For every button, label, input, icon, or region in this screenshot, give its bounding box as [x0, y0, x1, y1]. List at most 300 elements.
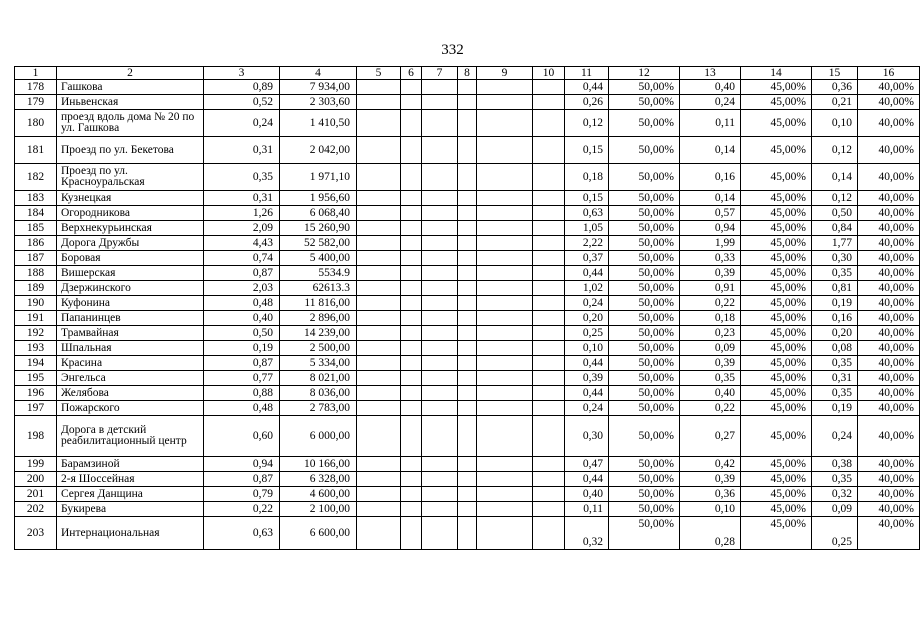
col9-empty [477, 341, 533, 356]
col3-value: 4,43 [204, 236, 280, 251]
col12-percent: 50,00% [609, 311, 680, 326]
row-number: 193 [15, 341, 57, 356]
col14-percent: 45,00% [741, 341, 812, 356]
col3-value: 0,87 [204, 266, 280, 281]
col5-empty [357, 371, 401, 386]
col8-empty [458, 457, 477, 472]
col5-empty [357, 164, 401, 191]
street-name: Интернациональная [57, 517, 204, 550]
col10-empty [533, 386, 565, 401]
header-cell-col5: 5 [357, 67, 401, 80]
col10-empty [533, 416, 565, 457]
street-name: Пожарского [57, 401, 204, 416]
col9-empty [477, 266, 533, 281]
col14-percent: 45,00% [741, 236, 812, 251]
row-number: 191 [15, 311, 57, 326]
col3-value: 0,50 [204, 326, 280, 341]
street-name: Дзержинского [57, 281, 204, 296]
col4-value: 6 000,00 [280, 416, 357, 457]
col5-empty [357, 80, 401, 95]
col16-percent: 40,00% [858, 487, 920, 502]
row-number: 197 [15, 401, 57, 416]
col10-empty [533, 341, 565, 356]
col9-empty [477, 281, 533, 296]
col9-empty [477, 517, 533, 550]
col3-value: 0,52 [204, 95, 280, 110]
col15-value: 0,08 [812, 341, 858, 356]
header-cell-col7: 7 [422, 67, 458, 80]
col12-percent: 50,00% [609, 416, 680, 457]
header-cell-col13: 13 [680, 67, 741, 80]
header-cell-col9: 9 [477, 67, 533, 80]
col8-empty [458, 472, 477, 487]
col3-value: 0,22 [204, 502, 280, 517]
table-row [15, 206, 920, 221]
col4-value: 4 600,00 [280, 487, 357, 502]
col6-empty [401, 236, 422, 251]
col6-empty [401, 110, 422, 137]
col13-value: 0,57 [680, 206, 741, 221]
col13-value: 0,16 [680, 164, 741, 191]
col8-empty [458, 221, 477, 236]
col13-value: 0,09 [680, 341, 741, 356]
col8-empty [458, 164, 477, 191]
street-name: Гашкова [57, 80, 204, 95]
col7-empty [422, 251, 458, 266]
col14-percent: 45,00% [741, 80, 812, 95]
col15-value: 0,35 [812, 386, 858, 401]
col15-value: 0,19 [812, 401, 858, 416]
col6-empty [401, 191, 422, 206]
table-row [15, 472, 920, 487]
col9-empty [477, 221, 533, 236]
col8-empty [458, 206, 477, 221]
col11-value: 0,44 [565, 80, 609, 95]
col10-empty [533, 191, 565, 206]
col4-value: 14 239,00 [280, 326, 357, 341]
table-row [15, 110, 920, 137]
row-number: 186 [15, 236, 57, 251]
col15-value: 0,10 [812, 110, 858, 137]
col10-empty [533, 80, 565, 95]
row-number: 183 [15, 191, 57, 206]
col10-empty [533, 371, 565, 386]
street-name: 2-я Шоссейная [57, 472, 204, 487]
col13-value: 0,14 [680, 137, 741, 164]
col16-percent: 40,00% [858, 137, 920, 164]
col10-empty [533, 472, 565, 487]
col16-percent: 40,00% [858, 251, 920, 266]
col3-value: 2,09 [204, 221, 280, 236]
col4-value: 1 971,10 [280, 164, 357, 191]
col8-empty [458, 95, 477, 110]
col13-value: 0,42 [680, 457, 741, 472]
col8-empty [458, 386, 477, 401]
col6-empty [401, 371, 422, 386]
col15-value: 0,35 [812, 266, 858, 281]
row-number: 184 [15, 206, 57, 221]
col8-empty [458, 502, 477, 517]
col12-percent: 50,00% [609, 191, 680, 206]
col6-empty [401, 356, 422, 371]
col8-empty [458, 266, 477, 281]
col15-value: 0,35 [812, 356, 858, 371]
col13-value: 0,23 [680, 326, 741, 341]
col13-value: 0,39 [680, 266, 741, 281]
col12-percent: 50,00% [609, 386, 680, 401]
col3-value: 0,77 [204, 371, 280, 386]
row-number: 181 [15, 137, 57, 164]
col4-value: 5534.9 [280, 266, 357, 281]
header-cell-col8: 8 [458, 67, 477, 80]
col8-empty [458, 517, 477, 550]
col15-value: 0,31 [812, 371, 858, 386]
col5-empty [357, 296, 401, 311]
col15-value: 0,14 [812, 164, 858, 191]
street-name: Боровая [57, 251, 204, 266]
col12-percent: 50,00% [609, 502, 680, 517]
col14-percent: 45,00% [741, 326, 812, 341]
row-number: 202 [15, 502, 57, 517]
table-row [15, 251, 920, 266]
col4-value: 1 956,60 [280, 191, 357, 206]
col10-empty [533, 401, 565, 416]
table-row [15, 416, 920, 457]
col11-value: 1,02 [565, 281, 609, 296]
col9-empty [477, 191, 533, 206]
col14-percent: 45,00% [741, 266, 812, 281]
row-number: 194 [15, 356, 57, 371]
col4-value: 8 036,00 [280, 386, 357, 401]
col13-value: 0,33 [680, 251, 741, 266]
col10-empty [533, 236, 565, 251]
col12-percent: 50,00% [609, 401, 680, 416]
col13-value: 0,36 [680, 487, 741, 502]
col6-empty [401, 457, 422, 472]
row-number: 200 [15, 472, 57, 487]
col3-value: 0,40 [204, 311, 280, 326]
col12-percent: 50,00% [609, 266, 680, 281]
col5-empty [357, 266, 401, 281]
table-row [15, 356, 920, 371]
col12-percent: 50,00% [609, 296, 680, 311]
col14-percent: 45,00% [741, 487, 812, 502]
col12-percent: 50,00% [609, 137, 680, 164]
table-row [15, 95, 920, 110]
col12-percent: 50,00% [609, 206, 680, 221]
col14-percent: 45,00% [741, 502, 812, 517]
header-cell-col15: 15 [812, 67, 858, 80]
table-row [15, 371, 920, 386]
col5-empty [357, 236, 401, 251]
col12-percent: 50,00% [609, 80, 680, 95]
col6-empty [401, 502, 422, 517]
col6-empty [401, 266, 422, 281]
col10-empty [533, 266, 565, 281]
col4-value: 5 400,00 [280, 251, 357, 266]
header-cell-col3: 3 [204, 67, 280, 80]
col11-value: 0,37 [565, 251, 609, 266]
col3-value: 0,31 [204, 137, 280, 164]
col12-percent: 50,00% [609, 251, 680, 266]
col4-value: 2 303,60 [280, 95, 357, 110]
street-name: Папанинцев [57, 311, 204, 326]
col9-empty [477, 401, 533, 416]
street-name: Шпальная [57, 341, 204, 356]
page-number: 332 [441, 42, 464, 58]
col13-value: 0,28 [680, 517, 741, 550]
col3-value: 0,60 [204, 416, 280, 457]
col4-value: 11 816,00 [280, 296, 357, 311]
row-number: 190 [15, 296, 57, 311]
col3-value: 0,87 [204, 356, 280, 371]
col10-empty [533, 251, 565, 266]
col5-empty [357, 326, 401, 341]
col5-empty [357, 341, 401, 356]
col9-empty [477, 95, 533, 110]
street-name: Куфонина [57, 296, 204, 311]
col15-value: 0,32 [812, 487, 858, 502]
col15-value: 0,12 [812, 191, 858, 206]
col3-value: 0,19 [204, 341, 280, 356]
col15-value: 0,20 [812, 326, 858, 341]
col5-empty [357, 517, 401, 550]
col3-value: 0,48 [204, 296, 280, 311]
row-number: 179 [15, 95, 57, 110]
col16-percent: 40,00% [858, 326, 920, 341]
col3-value: 0,74 [204, 251, 280, 266]
col7-empty [422, 296, 458, 311]
col9-empty [477, 356, 533, 371]
col4-value: 2 896,00 [280, 311, 357, 326]
col8-empty [458, 416, 477, 457]
col7-empty [422, 281, 458, 296]
col16-percent: 40,00% [858, 281, 920, 296]
table-row [15, 386, 920, 401]
col10-empty [533, 137, 565, 164]
col15-value: 0,30 [812, 251, 858, 266]
col16-percent: 40,00% [858, 95, 920, 110]
col16-percent: 40,00% [858, 517, 920, 550]
col14-percent: 45,00% [741, 251, 812, 266]
col5-empty [357, 386, 401, 401]
col13-value: 0,35 [680, 371, 741, 386]
col9-empty [477, 137, 533, 164]
street-name: Энгельса [57, 371, 204, 386]
col13-value: 0,40 [680, 386, 741, 401]
street-name: Проезд по ул. Красноуральская [57, 164, 204, 191]
col11-value: 0,44 [565, 266, 609, 281]
col3-value: 0,63 [204, 517, 280, 550]
col8-empty [458, 191, 477, 206]
street-name: Сергея Данщина [57, 487, 204, 502]
col4-value: 15 260,90 [280, 221, 357, 236]
table-row [15, 311, 920, 326]
street-name: Дорога в детский реабилитационный центр [57, 416, 204, 457]
col15-value: 0,25 [812, 517, 858, 550]
col12-percent: 50,00% [609, 356, 680, 371]
street-name: проезд вдоль дома № 20 по ул. Гашкова [57, 110, 204, 137]
col9-empty [477, 236, 533, 251]
col6-empty [401, 221, 422, 236]
col5-empty [357, 311, 401, 326]
col7-empty [422, 206, 458, 221]
col8-empty [458, 326, 477, 341]
col16-percent: 40,00% [858, 311, 920, 326]
col7-empty [422, 266, 458, 281]
col13-value: 0,91 [680, 281, 741, 296]
street-name: Дорога Дружбы [57, 236, 204, 251]
col4-value: 6 328,00 [280, 472, 357, 487]
col16-percent: 40,00% [858, 386, 920, 401]
col15-value: 0,12 [812, 137, 858, 164]
col7-empty [422, 416, 458, 457]
row-number: 199 [15, 457, 57, 472]
col9-empty [477, 164, 533, 191]
col7-empty [422, 502, 458, 517]
col11-value: 2,22 [565, 236, 609, 251]
col7-empty [422, 95, 458, 110]
col16-percent: 40,00% [858, 457, 920, 472]
col16-percent: 40,00% [858, 164, 920, 191]
col5-empty [357, 416, 401, 457]
col9-empty [477, 386, 533, 401]
col5-empty [357, 110, 401, 137]
col13-value: 0,22 [680, 401, 741, 416]
col9-empty [477, 80, 533, 95]
row-number: 188 [15, 266, 57, 281]
col12-percent: 50,00% [609, 457, 680, 472]
col3-value: 1,26 [204, 206, 280, 221]
col15-value: 0,09 [812, 502, 858, 517]
col14-percent: 45,00% [741, 164, 812, 191]
col15-value: 0,24 [812, 416, 858, 457]
col6-empty [401, 487, 422, 502]
table-row [15, 80, 920, 95]
col9-empty [477, 487, 533, 502]
col9-empty [477, 311, 533, 326]
col16-percent: 40,00% [858, 356, 920, 371]
col16-percent: 40,00% [858, 266, 920, 281]
row-number: 203 [15, 517, 57, 550]
col10-empty [533, 164, 565, 191]
col4-value: 2 500,00 [280, 341, 357, 356]
col12-percent: 50,00% [609, 221, 680, 236]
table-row [15, 137, 920, 164]
col10-empty [533, 221, 565, 236]
col12-percent: 50,00% [609, 472, 680, 487]
col6-empty [401, 401, 422, 416]
street-name: Кузнецкая [57, 191, 204, 206]
header-cell-col16: 16 [858, 67, 920, 80]
col3-value: 2,03 [204, 281, 280, 296]
col15-value: 0,35 [812, 472, 858, 487]
table-row [15, 326, 920, 341]
col7-empty [422, 517, 458, 550]
col5-empty [357, 401, 401, 416]
street-name: Букирева [57, 502, 204, 517]
col16-percent: 40,00% [858, 80, 920, 95]
col13-value: 0,22 [680, 296, 741, 311]
col10-empty [533, 326, 565, 341]
col9-empty [477, 206, 533, 221]
col8-empty [458, 371, 477, 386]
col9-empty [477, 371, 533, 386]
col15-value: 0,50 [812, 206, 858, 221]
col11-value: 0,25 [565, 326, 609, 341]
col7-empty [422, 164, 458, 191]
table-row [15, 457, 920, 472]
col14-percent: 45,00% [741, 416, 812, 457]
col6-empty [401, 416, 422, 457]
col16-percent: 40,00% [858, 502, 920, 517]
row-number: 182 [15, 164, 57, 191]
col9-empty [477, 502, 533, 517]
col12-percent: 50,00% [609, 371, 680, 386]
row-number: 178 [15, 80, 57, 95]
col10-empty [533, 95, 565, 110]
col15-value: 0,19 [812, 296, 858, 311]
col4-value: 10 166,00 [280, 457, 357, 472]
col11-value: 0,24 [565, 296, 609, 311]
col13-value: 0,18 [680, 311, 741, 326]
street-name: Трамвайная [57, 326, 204, 341]
row-number: 201 [15, 487, 57, 502]
col7-empty [422, 191, 458, 206]
col14-percent: 45,00% [741, 457, 812, 472]
col4-value: 6 600,00 [280, 517, 357, 550]
col10-empty [533, 281, 565, 296]
col7-empty [422, 457, 458, 472]
col8-empty [458, 137, 477, 164]
col8-empty [458, 281, 477, 296]
col5-empty [357, 457, 401, 472]
col11-value: 0,44 [565, 386, 609, 401]
col12-percent: 50,00% [609, 487, 680, 502]
col11-value: 0,18 [565, 164, 609, 191]
col5-empty [357, 281, 401, 296]
col11-value: 0,10 [565, 341, 609, 356]
col14-percent: 45,00% [741, 401, 812, 416]
col3-value: 0,87 [204, 472, 280, 487]
col13-value: 0,24 [680, 95, 741, 110]
col8-empty [458, 311, 477, 326]
col12-percent: 50,00% [609, 95, 680, 110]
col14-percent: 45,00% [741, 206, 812, 221]
col4-value: 6 068,40 [280, 206, 357, 221]
col10-empty [533, 311, 565, 326]
col4-value: 2 783,00 [280, 401, 357, 416]
col5-empty [357, 221, 401, 236]
col9-empty [477, 416, 533, 457]
col8-empty [458, 401, 477, 416]
col6-empty [401, 164, 422, 191]
col11-value: 0,26 [565, 95, 609, 110]
col11-value: 0,63 [565, 206, 609, 221]
col11-value: 0,47 [565, 457, 609, 472]
col8-empty [458, 80, 477, 95]
col3-value: 0,94 [204, 457, 280, 472]
col6-empty [401, 341, 422, 356]
col14-percent: 45,00% [741, 95, 812, 110]
col16-percent: 40,00% [858, 401, 920, 416]
col12-percent: 50,00% [609, 517, 680, 550]
col8-empty [458, 110, 477, 137]
street-name: Проезд по ул. Бекетова [57, 137, 204, 164]
col7-empty [422, 221, 458, 236]
col4-value: 8 021,00 [280, 371, 357, 386]
table-row [15, 487, 920, 502]
